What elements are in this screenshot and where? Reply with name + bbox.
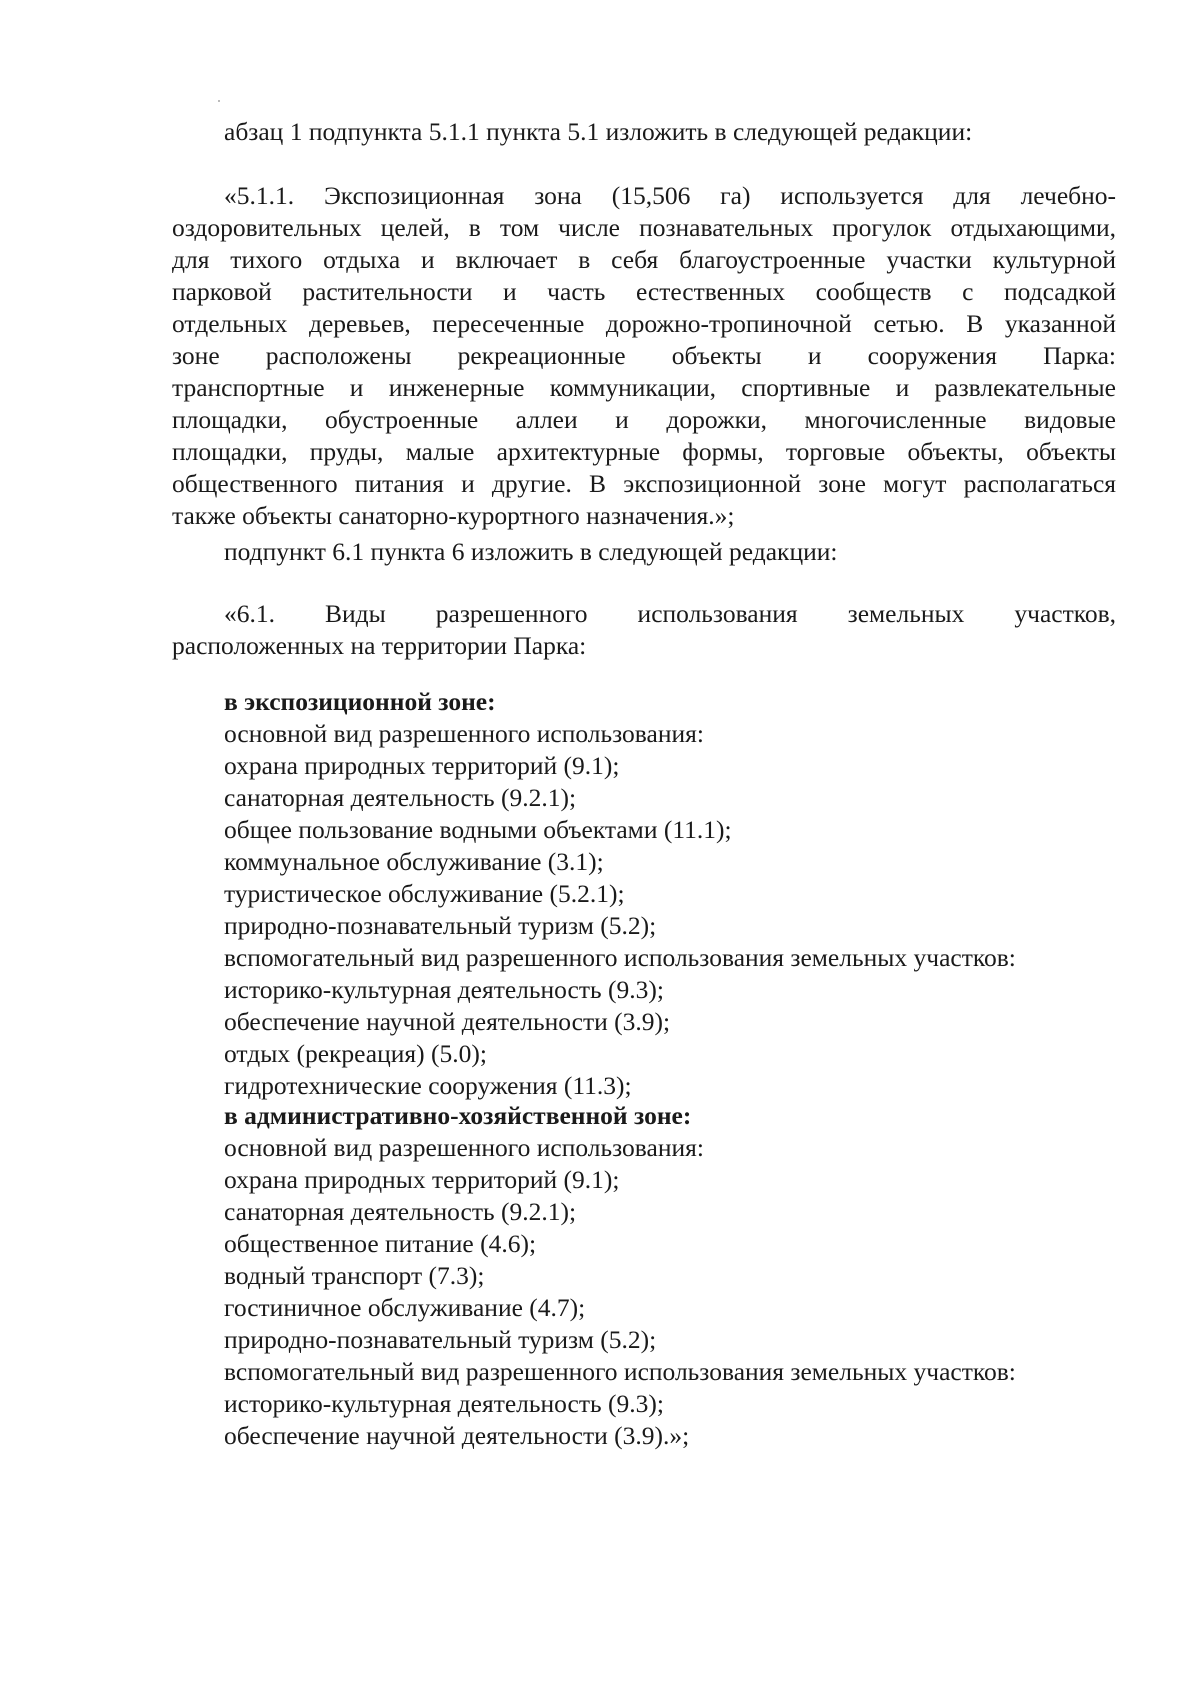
clause-511-line: «5.1.1. Экспозиционная зона (15,506 га) используется для лечебно- [224, 181, 1116, 210]
clause-511-line: площадки, обустроенные аллеи и дорожки, многочисленные видовые [172, 405, 1116, 434]
list-item: вспомогательный вид разрешенного использования земельных участков: [224, 943, 1016, 972]
clause-511-line: парковой растительности и часть естественных сообществ с подсадкой [172, 277, 1116, 306]
clause-511-line: для тихого отдыха и включает в себя благоустроенные участки культурной [172, 245, 1116, 274]
clause-511-line: площадки, пруды, малые архитектурные формы, торговые объекты, объекты [172, 437, 1116, 466]
list-item: гостиничное обслуживание (4.7); [224, 1293, 586, 1322]
clause-511-paragraph [172, 180, 1116, 532]
list-item: санаторная деятельность (9.2.1); [224, 1197, 577, 1226]
list-item: охрана природных территорий (9.1); [224, 1165, 620, 1194]
list-item: историко-культурная деятельность (9.3); [224, 975, 664, 1004]
list-item: вспомогательный вид разрешенного использования земельных участков: [224, 1357, 1016, 1386]
clause-511-line: также объекты санаторно-курортного назначения.»; [172, 501, 735, 530]
exposition-zone-section [224, 686, 1116, 1102]
clause-61-paragraph [172, 598, 1116, 662]
list-item: историко-культурная деятельность (9.3); [224, 1389, 664, 1418]
list-item: природно-познавательный туризм (5.2); [224, 911, 657, 940]
clause-511-line: оздоровительных целей, в том числе познавательных прогулок отдыхающими, [172, 213, 1116, 242]
list-item: отдых (рекреация) (5.0); [224, 1039, 487, 1068]
list-item: природно-познавательный туризм (5.2); [224, 1325, 657, 1354]
exposition-zone-heading: в экспозиционной зоне: [224, 687, 496, 716]
amendment-intro-511 [172, 116, 1116, 148]
list-item: основной вид разрешенного использования: [224, 719, 704, 748]
list-item: основной вид разрешенного использования: [224, 1133, 704, 1162]
scan-speck [218, 100, 220, 102]
list-item: коммунальное обслуживание (3.1); [224, 847, 604, 876]
admin-zone-heading: в административно-хозяйственной зоне: [224, 1101, 692, 1130]
list-item: обеспечение научной деятельности (3.9).»; [224, 1421, 690, 1450]
amendment-intro-61-text: подпункт 6.1 пункта 6 изложить в следующей редакции: [224, 537, 838, 566]
list-item: санаторная деятельность (9.2.1); [224, 783, 577, 812]
list-item: туристическое обслуживание (5.2.1); [224, 879, 625, 908]
amendment-intro-511-text: абзац 1 подпункта 5.1.1 пункта 5.1 изложить в следующей редакции: [224, 117, 973, 146]
clause-511-line: общественного питания и другие. В экспозиционной зоне могут располагаться [172, 469, 1116, 498]
admin-zone-section [224, 1100, 1116, 1452]
clause-61-line: «6.1. Виды разрешенного использования земельных участков, [224, 599, 1116, 628]
list-item: охрана природных территорий (9.1); [224, 751, 620, 780]
clause-511-line: зоне расположены рекреационные объекты и сооружения Парка: [172, 341, 1116, 370]
amendment-intro-61 [172, 536, 1116, 568]
clause-511-line: отдельных деревьев, пересеченные дорожно-тропиночной сетью. В указанной [172, 309, 1116, 338]
list-item: гидротехнические сооружения (11.3); [224, 1071, 632, 1100]
list-item: общественное питание (4.6); [224, 1229, 537, 1258]
clause-511-line: транспортные и инженерные коммуникации, спортивные и развлекательные [172, 373, 1116, 402]
list-item: общее пользование водными объектами (11.1); [224, 815, 732, 844]
clause-61-line: расположенных на территории Парка: [172, 631, 587, 660]
list-item: обеспечение научной деятельности (3.9); [224, 1007, 671, 1036]
list-item: водный транспорт (7.3); [224, 1261, 485, 1290]
